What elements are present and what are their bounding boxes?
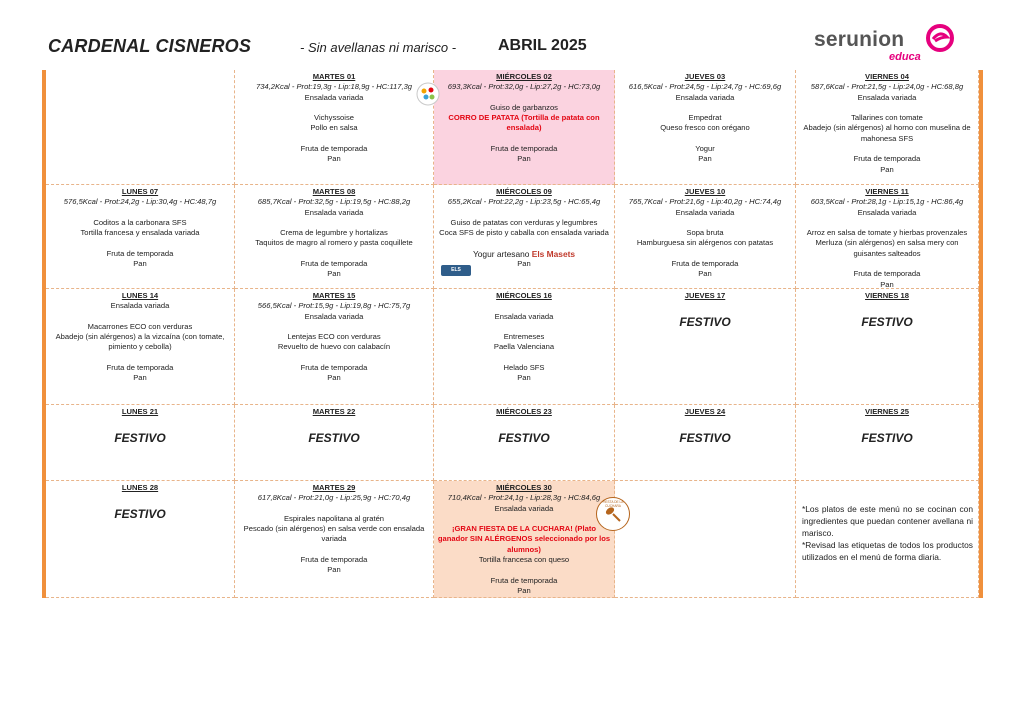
spacer: [618, 249, 792, 259]
spacer: [437, 134, 611, 144]
menu-calendar-grid: [42, 70, 983, 598]
nutrition-info: 685,7Kcal - Prot:32,5g - Lip:19,5g - HC:88,2g: [257, 197, 411, 207]
menu-item: Pan: [880, 279, 894, 289]
day-cell: [46, 481, 235, 598]
day-label: LUNES 28: [121, 483, 159, 492]
nutrition-info: 693,3Kcal - Prot:32,0g - Lip:27,2g - HC:73,0g: [447, 82, 601, 92]
spacer: [238, 103, 430, 113]
menu-item: Pan: [327, 154, 341, 164]
day-label: JUEVES 17: [684, 291, 726, 300]
menu-item: Ensalada variada: [675, 92, 735, 102]
menu-item: Arroz en salsa de tomate y hierbas provenzales: [806, 228, 968, 238]
nutrition-info: 587,6Kcal - Prot:21,5g - Lip:24,0g - HC:68,8g: [810, 82, 964, 92]
menu-item: Fruta de temporada: [490, 144, 558, 154]
nutrition-info: 576,5Kcal - Prot:24,2g - Lip:30,4g - HC:48,7g: [63, 197, 217, 207]
menu-item: Yogur: [695, 144, 715, 154]
spacer: [437, 353, 611, 363]
spacer: [238, 545, 430, 555]
day-cell: [615, 185, 796, 289]
spacer: [799, 218, 975, 228]
menu-item: Fruta de temporada: [106, 248, 174, 258]
nutrition-info: 655,2Kcal - Prot:22,2g - Lip:23,5g - HC:65,4g: [447, 197, 601, 207]
menu-item: Fruta de temporada: [300, 259, 368, 269]
nutrition-info: 617,8Kcal - Prot:21,0g - Lip:25,9g - HC:70,4g: [257, 493, 411, 503]
spacer: [799, 144, 975, 154]
menu-item: Abadejo (sin alérgenos) a la vizcaína (con tomate, pimiento y cebolla): [55, 332, 225, 352]
nutrition-info: 616,5Kcal - Prot:24,5g - Lip:24,7g - HC:69,6g: [628, 82, 782, 92]
day-cell: [235, 481, 434, 598]
day-cell: [796, 405, 979, 481]
menu-item: Coca SFS de pisto y caballa con ensalada variada: [439, 228, 609, 238]
day-label: MIÉRCOLES 16: [496, 291, 552, 300]
nutrition-info: 734,2Kcal - Prot:19,3g - Lip:18,9g - HC:117,3g: [255, 82, 413, 92]
day-label: MARTES 01: [312, 72, 356, 81]
menu-item: Pan: [880, 164, 894, 174]
yogurt-brand: Els Masets: [531, 248, 576, 259]
menu-item: Empedrat: [688, 113, 722, 123]
spacer: [238, 322, 430, 332]
day-cell: [796, 70, 979, 185]
nutrition-info: 765,7Kcal - Prot:21,6g - Lip:40,2g - HC:74,4g: [628, 197, 782, 207]
day-label: JUEVES 24: [684, 407, 726, 416]
spacer: [238, 134, 430, 144]
day-label: VIERNES 18: [865, 291, 909, 300]
logo-educa: educa: [889, 51, 921, 63]
menu-item: Merluza (sin alérgenos) en salsa mery con guisantes salteados: [815, 238, 959, 258]
spacer: [49, 353, 231, 363]
cuchara-badge-text: FIESTA DE LA CUCHARA: [602, 500, 624, 508]
menu-item: Pan: [133, 259, 147, 269]
menu-item: Pan: [698, 269, 712, 279]
menu-item: Pan: [327, 565, 341, 575]
holiday-label: FESTIVO: [498, 431, 550, 446]
menu-item: Paella Valenciana: [493, 342, 555, 352]
spacer: [49, 208, 231, 218]
menu-item: Coditos a la carbonara SFS: [93, 217, 187, 227]
menu-subtitle: - Sin avellanas ni marisco -: [300, 40, 457, 55]
menu-item: Fruta de temporada: [300, 363, 368, 373]
menu-item: Revuelto de huevo con calabacín: [277, 342, 391, 352]
menu-item: Pescado (sin alérgenos) en salsa verde con ensalada variada: [243, 524, 425, 544]
serunion-logo: [814, 24, 954, 68]
menu-item: Fruta de temporada: [106, 363, 174, 373]
spacer: [618, 218, 792, 228]
day-cell: [46, 185, 235, 289]
day-label: MARTES 08: [312, 187, 356, 196]
menu-item: Pan: [327, 269, 341, 279]
month-title: ABRIL 2025: [498, 37, 587, 54]
spacer: [238, 353, 430, 363]
fiesta-badge-icon: [416, 82, 440, 106]
menu-item: Queso fresco con orégano: [660, 123, 750, 133]
day-label: MARTES 29: [312, 483, 356, 492]
menu-item: Fruta de temporada: [853, 269, 921, 279]
spacer: [437, 208, 611, 218]
cuchara-badge-icon: [596, 497, 630, 531]
spacer: [437, 301, 611, 311]
day-cell: [615, 481, 796, 598]
menu-item: Fruta de temporada: [300, 555, 368, 565]
school-title: CARDENAL CISNEROS: [48, 36, 252, 56]
menu-item: Vichyssoise: [314, 113, 354, 123]
day-label: LUNES 14: [121, 291, 159, 300]
menu-item: Tallarines con tomate: [851, 113, 923, 123]
day-cell: [235, 185, 434, 289]
spacer: [437, 238, 611, 248]
spacer: [437, 93, 611, 103]
menu-item: Crema de legumbre y hortalizas: [280, 228, 388, 238]
spacer: [618, 134, 792, 144]
day-label: MIÉRCOLES 09: [496, 187, 552, 196]
nutrition-info: 603,5Kcal - Prot:28,1g - Lip:15,1g - HC:86,4g: [810, 197, 964, 207]
menu-item: Pollo en salsa: [310, 123, 358, 133]
spacer: [437, 514, 611, 524]
menu-item: Abadejo (sin alérgenos) al horno con muselina de mahonesa SFS: [803, 123, 971, 143]
footnote: *Los platos de este menú no se cocinan con ingredientes que puedan contener avellana ni marisco.: [802, 504, 973, 538]
menu-item: Pan: [517, 154, 531, 164]
day-cell: [615, 289, 796, 405]
menu-item: Fruta de temporada: [490, 575, 558, 585]
yogurt-line: [437, 249, 611, 259]
special-dish: CORRO DE PATATA (Tortilla de patata con ensalada): [448, 113, 600, 133]
menu-item: Guiso de patatas con verduras y legumbres: [450, 217, 598, 227]
menu-item: Hamburguesa sin alérgenos con patatas: [636, 238, 774, 248]
spacer: [437, 322, 611, 332]
menu-item: Ensalada variada: [304, 207, 364, 217]
els-masets-logo: ELS MASETS: [441, 265, 471, 276]
day-cell: [434, 70, 615, 185]
menu-item: Ensalada variada: [304, 311, 364, 321]
menu-item: Pan: [517, 585, 531, 595]
spacer: [238, 504, 430, 514]
menu-item: Pan: [698, 154, 712, 164]
day-cell: [434, 481, 615, 598]
menu-item: Ensalada variada: [675, 207, 735, 217]
spacer: [799, 259, 975, 269]
holiday-label: FESTIVO: [114, 431, 166, 446]
day-cell: [615, 70, 796, 185]
menu-item: Macarrones ECO con verduras: [87, 321, 193, 331]
holiday-label: FESTIVO: [679, 315, 731, 330]
day-cell: [46, 289, 235, 405]
menu-item: Ensalada variada: [110, 301, 170, 311]
menu-item: Pan: [327, 373, 341, 383]
holiday-label: FESTIVO: [861, 315, 913, 330]
day-label: MIÉRCOLES 23: [496, 407, 552, 416]
menu-item: Tortilla francesa y ensalada variada: [80, 228, 200, 238]
menu-item: Pan: [517, 373, 531, 383]
spacer: [799, 103, 975, 113]
menu-item: Ensalada variada: [857, 207, 917, 217]
logo-brand: serunion: [814, 28, 905, 51]
day-cell: [796, 289, 979, 405]
day-label: MARTES 22: [312, 407, 356, 416]
spacer: [238, 249, 430, 259]
menu-item: Fruta de temporada: [671, 259, 739, 269]
spacer: [618, 103, 792, 113]
menu-item: Pan: [133, 373, 147, 383]
menu-item: Fruta de temporada: [853, 154, 921, 164]
day-label: MARTES 15: [312, 291, 356, 300]
day-label: MIÉRCOLES 30: [496, 483, 552, 492]
day-label: VIERNES 04: [865, 72, 909, 81]
day-label: LUNES 07: [121, 187, 159, 196]
menu-item: Ensalada variada: [494, 503, 554, 513]
serunion-e-icon: [926, 24, 954, 52]
spacer: [49, 238, 231, 248]
holiday-label: FESTIVO: [861, 431, 913, 446]
yogurt-text: Yogur artesano: [472, 248, 530, 259]
day-cell: [796, 185, 979, 289]
day-cell: [796, 481, 979, 598]
menu-item: Ensalada variada: [304, 92, 364, 102]
holiday-label: FESTIVO: [308, 431, 360, 446]
menu-item: Espirales napolitana al gratén: [283, 513, 385, 523]
holiday-label: FESTIVO: [114, 507, 166, 522]
menu-item: Pan: [517, 259, 531, 269]
spacer: [238, 218, 430, 228]
day-cell: [46, 405, 235, 481]
nutrition-info: 710,4Kcal - Prot:24,1g - Lip:28,3g - HC:84,6g: [447, 493, 601, 503]
footnote: *Revisad las etiquetas de todos los productos utilizados en el menú de forma diaria.: [802, 540, 973, 562]
day-cell: [615, 405, 796, 481]
day-label: JUEVES 03: [684, 72, 726, 81]
menu-item: Fruta de temporada: [300, 144, 368, 154]
day-cell: [235, 405, 434, 481]
menu-item: Taquitos de magro al romero y pasta coquillete: [255, 238, 413, 248]
day-label: VIERNES 25: [865, 407, 909, 416]
holiday-label: FESTIVO: [679, 431, 731, 446]
menu-item: Ensalada variada: [494, 311, 554, 321]
spacer: [437, 565, 611, 575]
spacer: [49, 312, 231, 322]
day-cell: [235, 289, 434, 405]
day-cell: [434, 289, 615, 405]
nutrition-info: 566,5Kcal - Prot:15,9g - Lip:19,8g - HC:75,7g: [257, 301, 411, 311]
menu-item: Helado SFS: [503, 363, 545, 373]
day-cell: [434, 405, 615, 481]
day-label: LUNES 21: [121, 407, 159, 416]
day-cell: [46, 70, 235, 185]
special-dish: ¡GRAN FIESTA DE LA CUCHARA! (Plato ganador SIN ALÉRGENOS seleccionado por los alumnos): [437, 524, 611, 554]
day-label: VIERNES 11: [865, 187, 909, 196]
day-cell: [235, 70, 434, 185]
menu-item: Guiso de garbanzos: [490, 102, 558, 112]
menu-item: Ensalada variada: [857, 92, 917, 102]
menu-item: Sopa bruta: [686, 228, 724, 238]
menu-item: Lentejas ECO con verduras: [287, 332, 381, 342]
day-label: MIÉRCOLES 02: [496, 72, 552, 81]
menu-item: Entremeses: [503, 332, 545, 342]
menu-item: Tortilla francesa con queso: [478, 555, 570, 565]
day-label: JUEVES 10: [684, 187, 726, 196]
